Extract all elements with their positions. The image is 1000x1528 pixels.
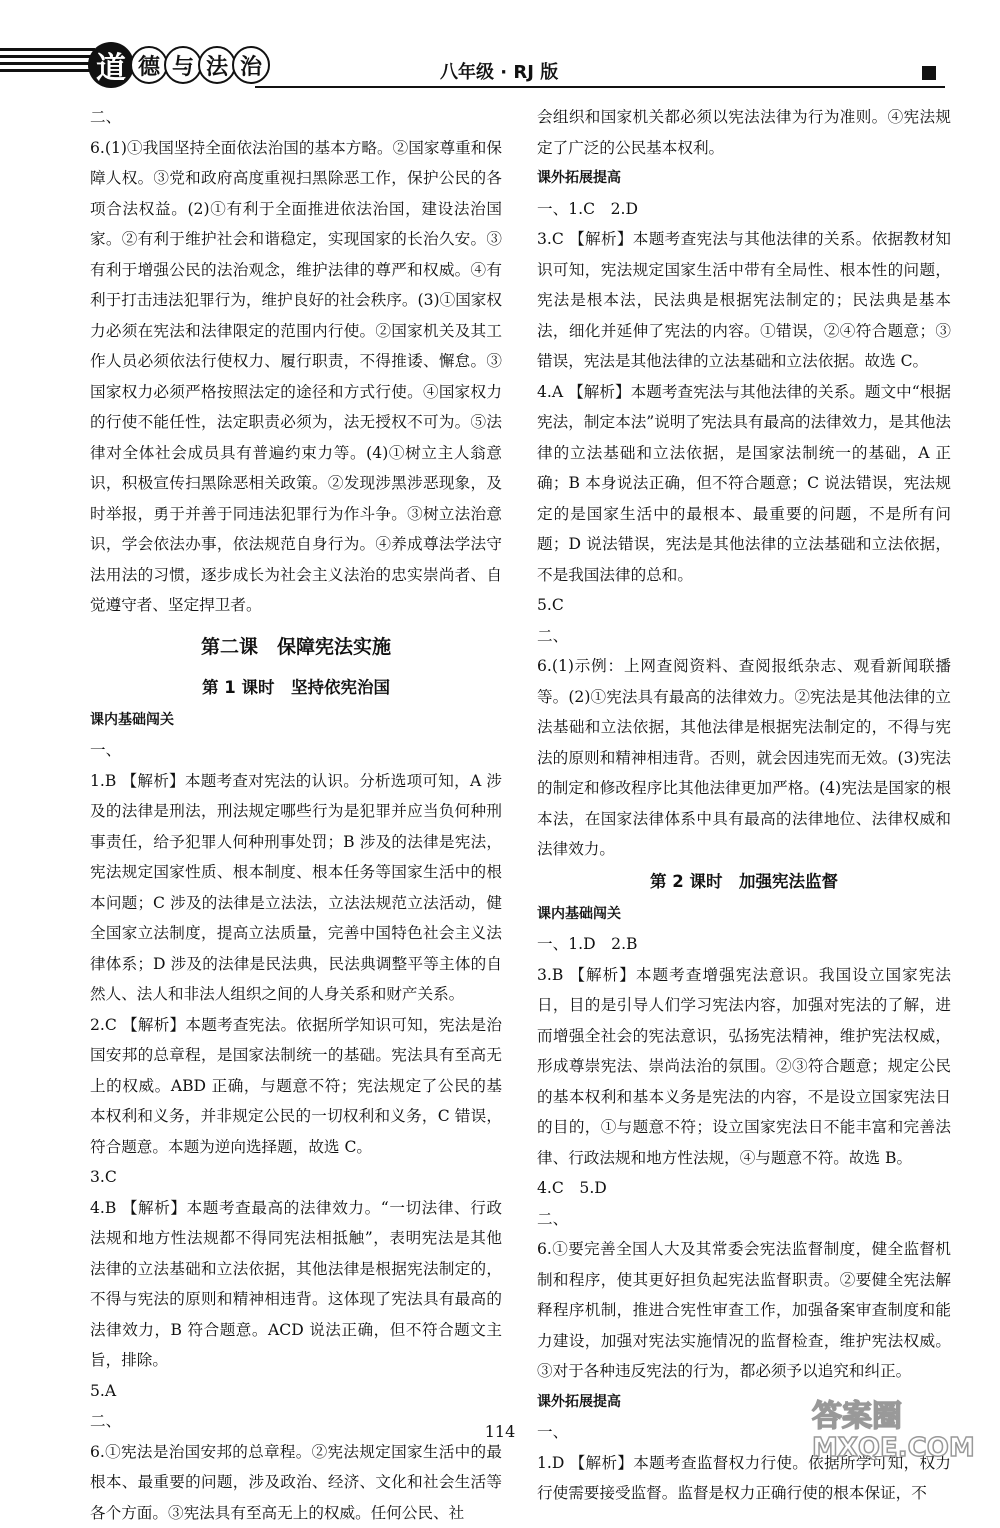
watermark-logo (808, 1396, 993, 1460)
answer-paragraph: 一、 (537, 1417, 951, 1448)
logo-char: 德 (130, 46, 168, 84)
subsection-label: 课内基础闯关 (537, 899, 951, 930)
answer-paragraph: 4.C 5.D (537, 1173, 951, 1204)
answer-paragraph: 3.C 【解析】本题考查宪法与其他法律的关系。依据教材知识可知，宪法规定国家生活中带有全局性、根本性的问题，宪法是根本法，民法典是根据宪法制定的；民法典是基本法，细化并延伸了宪法的内容。①错误，②④符合题意；③错误，宪法是其他法律的立法基础和立法依据。故选 C。 (537, 224, 951, 377)
logo-char: 法 (198, 46, 236, 84)
answer-paragraph: 二、 (90, 102, 502, 133)
right-column (537, 102, 951, 1509)
answer-paragraph: 5.C (537, 590, 951, 621)
answer-paragraph: 二、 (90, 1406, 502, 1437)
answer-paragraph: 3.C (90, 1162, 502, 1193)
watermark-bottom: MXQE.COM (812, 1433, 975, 1460)
answer-paragraph: 一、1.D 2.B (537, 929, 951, 960)
section-title: 第 2 课时 加强宪法监督 (537, 865, 951, 899)
answer-paragraph: 会组织和国家机关都必须以宪法法律为行为准则。④宪法规定了广泛的公民基本权利。 (537, 102, 951, 163)
subsection-label: 课外拓展提高 (537, 163, 951, 194)
answer-paragraph: 4.B 【解析】本题考查最高的法律效力。“一切法律、行政法规和地方性法规都不得同宪法相抵触”，表明宪法是其他法律的立法基础和立法依据，其他法律是根据宪法制定的，不得与宪法的原则和精神相违背。这体现了宪法具有最高的法律效力，B 符合题意。ACD 说法正确，但不符合题文主旨，排除。 (90, 1193, 502, 1376)
answer-paragraph: 6.(1)①我国坚持全面依法治国的基本方略。②国家尊重和保障人权。③党和政府高度重视扫黑除恶工作，保护公民的各项合法权益。(2)①有利于全面推进依法治国，建设法治国家。②有利于维护社会和谐稳定，实现国家的长治久安。③有利于增强公民的法治观念，维护法律的尊严和权威。④有利于打击违法犯罪行为，维护良好的社会秩序。(3)①国家权力必须在宪法和法律限定的范围内行使。②国家机关及其工作人员必须依法行使权力、履行职责，不得推诿、懈怠。③国家权力必须严格按照法定的途径和方式行使。④国家权力的行使不能任性，法定职责必须为，法无授权不可为。⑤法律对全体社会成员具有普遍约束力等。(4)①树立主人翁意识，积极宣传扫黑除恶相关政策。②发现涉黑涉恶现象，及时举报，勇于并善于同违法犯罪行为作斗争。③树立法治意识，学会依法办事，依法规范自身行为。④养成尊法学法守法用法的习惯，逐步成长为社会主义法治的忠实崇尚者、自觉遵守者、坚定捍卫者。 (90, 133, 502, 621)
answer-paragraph: 1.B 【解析】本题考查对宪法的认识。分析选项可知，A 涉及的法律是刑法，刑法规定哪些行为是犯罪并应当负何种刑事责任，给予犯罪人何种刑事处罚；B 涉及的法律是宪法，宪法规定国家性质、根本制度、根本任务等国家生活中的根本问题；C 涉及的法律是立法法，立法法规范立法活动，健全国家立法制度，提高立法质量，完善中国特色社会主义法律体系；D 涉及的法律是民法典，民法典调整平等主体的自然人、法人和非法人组织之间的人身关系和财产关系。 (90, 766, 502, 1010)
subsection-label: 课内基础闯关 (90, 705, 502, 736)
logo-char: 与 (164, 46, 202, 84)
answer-paragraph: 4.A 【解析】本题考查宪法与其他法律的关系。题文中“根据宪法，制定本法”说明了宪法具有最高的法律效力，是其他法律的立法基础和立法依据，是国家法制统一的基础，A 正确；B 本身说法正确，但不符合题意；C 说法错误，宪法规定的是国家生活中的最根本、最重要的问题，不是所有问题；D 说法错误，宪法是其他法律的立法基础和立法依据，不是我国法律的总和。 (537, 377, 951, 591)
answer-paragraph: 6.(1)示例：上网查阅资料、查阅报纸杂志、观看新闻联播等。(2)①宪法具有最高的法律效力。②宪法是其他法律的立法基础和立法依据，其他法律是根据宪法制定的，不得与宪法的原则和精神相违背。否则，就会因违宪而无效。(3)宪法的制定和修改程序比其他法律更加严格。(4)宪法是国家的根本法，在国家法律体系中具有最高的法律地位、法律权威和法律效力。 (537, 651, 951, 865)
answer-paragraph: 6.①宪法是治国安邦的总章程。②宪法规定国家生活中的最根本、最重要的问题，涉及政治、经济、文化和社会生活等各个方面。③宪法具有至高无上的权威。任何公民、社 (90, 1437, 502, 1528)
logo-char: 道 (88, 42, 134, 88)
left-column (90, 102, 502, 1528)
logo-char: 治 (232, 46, 270, 84)
answer-paragraph: 二、 (537, 621, 951, 652)
page-number: 114 (0, 1422, 1000, 1441)
answer-paragraph: 一、 (90, 735, 502, 766)
answer-paragraph: 2.C 【解析】本题考查宪法。依据所学知识可知，宪法是治国安邦的总章程，是国家法制统一的基础。宪法具有至高无上的权威。ABD 正确，与题意不符；宪法规定了公民的基本权利和义务，并非规定公民的一切权利和义务，C 错误，符合题意。本题为逆向选择题，故选 C。 (90, 1010, 502, 1163)
grade-label: 八年级 · RJ 版 (440, 58, 558, 84)
page-header (0, 0, 1000, 100)
section-title: 第 1 课时 坚持依宪治国 (90, 671, 502, 705)
lesson-title: 第二课 保障宪法实施 (90, 627, 502, 667)
answer-paragraph: 5.A (90, 1376, 502, 1407)
watermark-top: 答案圈 (812, 1399, 902, 1434)
subsection-label: 课外拓展提高 (537, 1387, 951, 1418)
answer-paragraph: 6.①要完善全国人大及其常委会宪法监督制度，健全监督机制和程序，使其更好担负起宪法监督职责。②要健全宪法解释程序机制，推进合宪性审查工作，加强备案审查制度和能力建设，加强对宪法实施情况的监督检查，维护宪法权威。③对于各种违反宪法的行为，都必须予以追究和纠正。 (537, 1234, 951, 1387)
answer-paragraph: 1.D 【解析】本题考查监督权力行使。依据所学可知，权力行使需要接受监督。监督是权力正确行使的根本保证，不 (537, 1448, 951, 1509)
answer-paragraph: 二、 (537, 1204, 951, 1235)
answer-paragraph: 3.B 【解析】本题考查增强宪法意识。我国设立国家宪法日，目的是引导人们学习宪法内容，加强对宪法的了解，进而增强全社会的宪法意识，弘扬宪法精神，维护宪法权威，形成尊崇宪法、崇尚法治的氛围。②③符合题意；规定公民的基本权利和基本义务是宪法的内容，不是设立国家宪法日的目的，①与题意不符；设立国家宪法日不能丰富和完善法律、行政法规和地方性法规，④与题意不符。故选 B。 (537, 960, 951, 1174)
answer-paragraph: 一、1.C 2.D (537, 194, 951, 225)
header-square-mark (922, 66, 936, 80)
header-decor-lines (0, 48, 95, 76)
header-rule (255, 86, 945, 88)
subject-logo (88, 42, 270, 88)
